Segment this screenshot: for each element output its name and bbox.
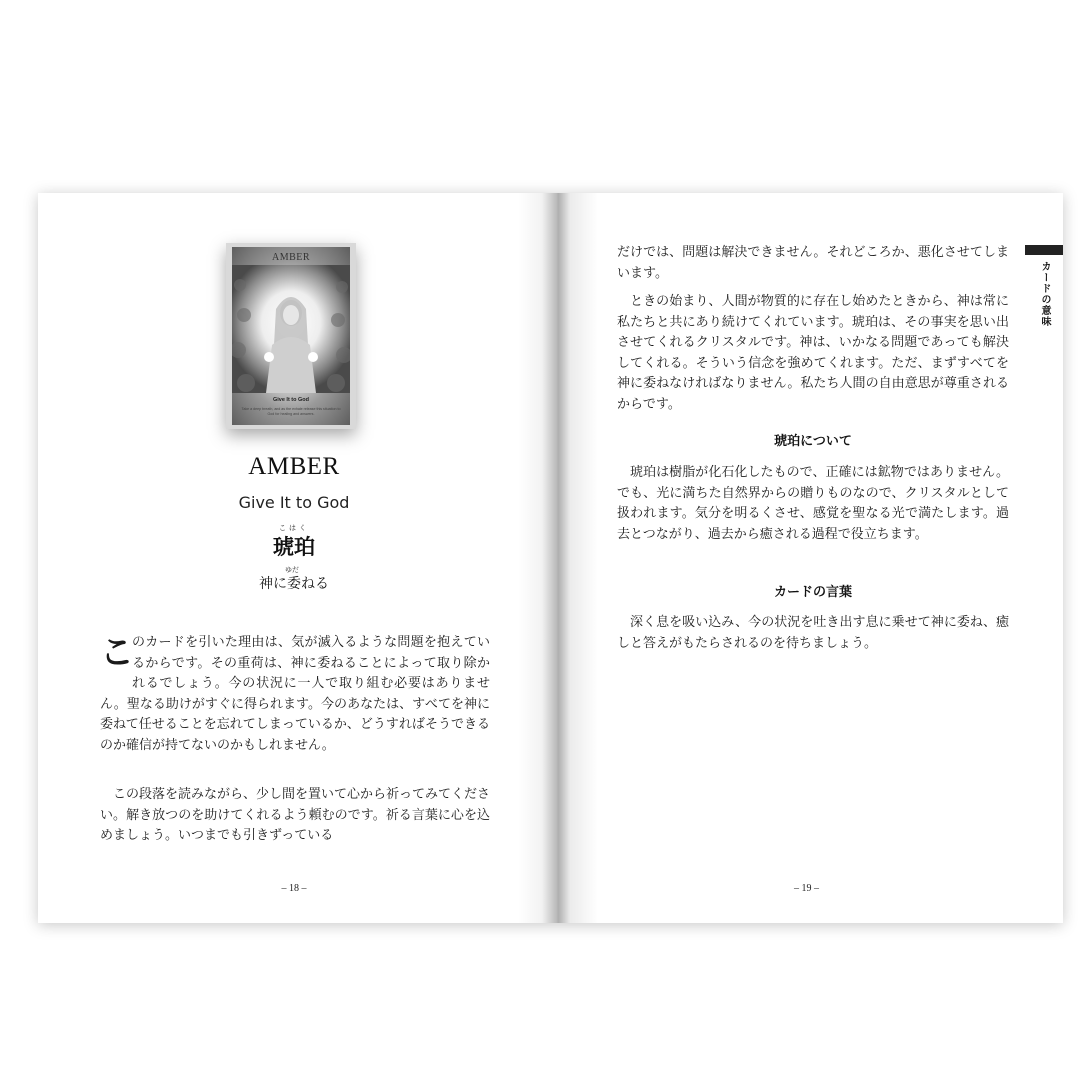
page-number-left: – 18 –: [281, 883, 307, 894]
card-title: AMBER: [271, 252, 311, 263]
left-page: [38, 193, 550, 923]
paragraph-1-text: のカードを引いた理由は、気が滅入るような問題を抱えているからです。その重荷は、神に委ねることによって取り除かれるでしょう。今の状況に一人で取り組む必要はありません。聖なる助けがすぐに得られます。今のあなたは、すべてを神に委ねて任せることを忘れてしまっているか、どうすればそうできるのか確信が持てないのかもしれません。: [100, 635, 490, 753]
section-heading-about-amber: 琥珀について: [774, 434, 852, 449]
section-tab-marker: [1025, 245, 1063, 255]
card-small-text: Take a deep breath, and as the exhale release this situation to God for healing and answers.: [241, 407, 341, 416]
body-paragraph-card-words: 深く息を吸い込み、今の状況を吐き出す息に乗せて神に委ね、癒しと答えがもたらされるのを待ちましょう。: [617, 615, 1009, 651]
card-caption: Give It to God: [272, 397, 310, 403]
page-number-right: – 19 –: [794, 883, 819, 894]
body-paragraph-1: [100, 633, 490, 756]
jp-title: 琥珀: [273, 534, 315, 559]
card-message-heading: Give It to God: [238, 493, 350, 512]
jp-title-ruby-group: [273, 523, 315, 561]
jp-subtitle: 神に委ねる: [259, 576, 329, 592]
body-paragraph-continued: だけでは、問題は解決できません。それどころか、悪化させてしまいます。: [617, 245, 1009, 281]
card-name-heading: AMBER: [248, 453, 340, 480]
card-artwork-frame: [232, 247, 350, 425]
jp-title-block: [38, 523, 550, 561]
right-page: [550, 193, 1063, 923]
book-spread: [38, 193, 1063, 923]
card-angel-illustration: [232, 265, 350, 393]
section-heading-card-words: カードの言葉: [773, 585, 852, 600]
jp-subtitle-block: [38, 565, 550, 593]
body-paragraph-about-amber: 琥珀は樹脂が化石化したもので、正確には鉱物ではありません。でも、光に満ちた自然界からの贈りものなので、クリスタルとして扱われます。気分を明るくさせ、感覚を聖なる光で満たします。過去とつながり、過去から癒される過程で役立ちます。: [617, 465, 1009, 542]
section-tab-label: カードの意味: [1039, 261, 1050, 327]
jp-title-furigana: こはく: [279, 524, 309, 532]
jp-subtitle-ruby-group: [259, 565, 329, 593]
body-paragraph-3: ときの始まり、人間が物質的に存在し始めたときから、神は常に私たちと共にあり続けてくれています。琥珀は、その事実を思い出させてくれるクリスタルです。神は、いかなる問題であっても解決してくれる。そういう信念を強めてくれます。ただ、まずすべてを神に委ねなければなりません。私たち人間の自由意思が尊重されるからです。: [617, 294, 1009, 412]
body-paragraph-2: この段落を読みながら、少し間を置いて心から祈ってみてください。解き放つのを助けてくれるよう頼むのです。祈る言葉に心を込めましょう。いつまでも引きずっている: [100, 787, 491, 843]
jp-subtitle-furigana: ゆだ: [285, 566, 299, 574]
card-image: [226, 243, 356, 429]
drop-cap: こ: [100, 633, 134, 673]
